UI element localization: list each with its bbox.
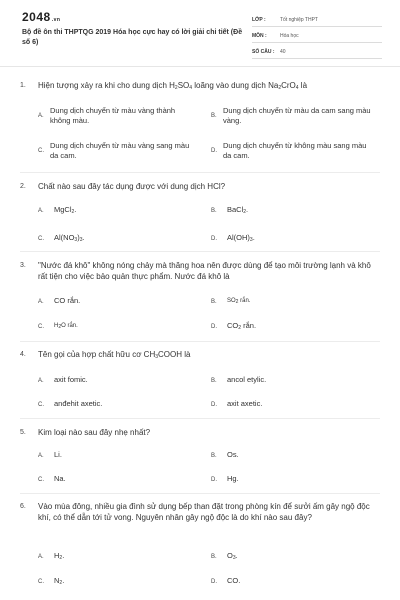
option-text: Hg. bbox=[227, 474, 239, 483]
option-label: B. bbox=[211, 453, 217, 459]
option-a[interactable] bbox=[38, 106, 188, 126]
option-b[interactable] bbox=[211, 205, 248, 217]
subscript: 2 bbox=[59, 555, 63, 561]
option-text-part: ) bbox=[77, 233, 80, 242]
question-text-part: Tên gọi của hợp chất hữu cơ CH bbox=[38, 350, 156, 359]
option-label: A. bbox=[38, 113, 44, 119]
question-6 bbox=[0, 501, 400, 586]
question-text-part: là bbox=[298, 81, 308, 90]
subscript: 3 bbox=[249, 237, 253, 243]
question-text-part: CrO bbox=[281, 81, 296, 90]
question-text bbox=[0, 349, 400, 363]
question-text-part: loãng vào dung dịch Na bbox=[192, 81, 279, 90]
option-b[interactable] bbox=[211, 450, 239, 460]
option-b[interactable] bbox=[211, 551, 238, 563]
option-text: CO rắn. bbox=[54, 296, 81, 305]
option-text: ancol etylic. bbox=[227, 375, 267, 384]
subscript: 2 bbox=[235, 299, 239, 305]
meta-key: SỐ CÂU : bbox=[252, 49, 275, 55]
option-text-part: . bbox=[82, 233, 85, 242]
option-d[interactable] bbox=[211, 141, 371, 161]
subscript: 4 bbox=[189, 85, 193, 91]
meta-key: MÔN : bbox=[252, 33, 267, 39]
subscript: 3 bbox=[74, 237, 78, 243]
question-separator bbox=[20, 172, 380, 173]
option-text-part: Al(OH) bbox=[227, 233, 250, 242]
option-text-part: . bbox=[246, 205, 249, 214]
option-a[interactable] bbox=[38, 205, 76, 217]
subscript: 2 bbox=[243, 209, 247, 215]
option-label: B. bbox=[211, 208, 217, 214]
question-text-part: SO bbox=[177, 81, 190, 90]
option-text: axit axetic. bbox=[227, 399, 263, 408]
option-text-part: . bbox=[74, 205, 77, 214]
option-text bbox=[211, 233, 255, 245]
option-text-part: . bbox=[62, 576, 65, 585]
question-number: 4. bbox=[20, 351, 26, 358]
option-text: Dung dịch chuyển từ không màu sang màu da cam. bbox=[223, 141, 367, 160]
option-text-part: Al(NO bbox=[54, 233, 75, 242]
meta-row-count bbox=[252, 46, 382, 59]
option-text: Li. bbox=[54, 450, 62, 459]
subscript: 2 bbox=[59, 580, 63, 586]
option-a[interactable] bbox=[38, 450, 62, 460]
option-d[interactable] bbox=[211, 321, 256, 333]
option-text: Dung dịch chuyển từ màu vàng thành không màu. bbox=[50, 106, 176, 125]
option-text-part: O rắn. bbox=[61, 323, 78, 329]
option-b[interactable] bbox=[211, 296, 250, 307]
option-a[interactable] bbox=[38, 551, 64, 563]
option-c[interactable] bbox=[38, 474, 66, 484]
question-text-part: "Nước đá khô" không nóng chảy mà thăng hoa nên được dùng để tạo môi trường lạnh và khô rất tiện cho việc bảo quản thực phẩm. Nước đá khô là bbox=[38, 261, 371, 281]
option-text-part: CO bbox=[227, 321, 239, 330]
question-number: 5. bbox=[20, 429, 26, 436]
option-text-part: SO bbox=[227, 298, 236, 304]
option-c[interactable] bbox=[38, 399, 102, 409]
question-4 bbox=[0, 349, 400, 408]
meta-info bbox=[252, 14, 382, 62]
option-label: D. bbox=[211, 579, 217, 585]
question-5 bbox=[0, 427, 400, 483]
meta-value: Tốt nghiệp THPT bbox=[280, 17, 318, 23]
question-text bbox=[0, 501, 400, 523]
question-separator bbox=[20, 418, 380, 419]
header-divider bbox=[0, 66, 400, 67]
option-d[interactable] bbox=[211, 399, 262, 409]
subscript: 4 bbox=[295, 85, 299, 91]
question-text-part: Chất nào sau đây tác dụng được với dung dịch HCl? bbox=[38, 182, 226, 191]
option-text: CO. bbox=[227, 576, 241, 585]
question-2 bbox=[0, 181, 400, 243]
subscript: 3 bbox=[155, 354, 159, 360]
question-text bbox=[0, 427, 400, 438]
header bbox=[0, 0, 400, 64]
option-text: Dung dịch chuyển từ màu vàng sang màu da cam. bbox=[50, 141, 190, 160]
option-a[interactable] bbox=[38, 375, 88, 385]
option-d[interactable] bbox=[211, 576, 240, 586]
subscript: 2 bbox=[71, 209, 75, 215]
option-label: C. bbox=[38, 236, 44, 242]
option-label: A. bbox=[38, 299, 44, 305]
option-text-part: . bbox=[252, 233, 255, 242]
option-label: B. bbox=[211, 299, 217, 305]
question-number: 6. bbox=[20, 503, 26, 510]
option-label: A. bbox=[38, 208, 44, 214]
option-label: C. bbox=[38, 148, 44, 154]
question-text bbox=[0, 80, 400, 94]
option-label: C. bbox=[38, 324, 44, 330]
option-text bbox=[211, 321, 256, 333]
option-text: anđehit axetic. bbox=[54, 399, 103, 408]
question-3 bbox=[0, 260, 400, 331]
meta-row-subject bbox=[252, 30, 382, 43]
option-b[interactable] bbox=[211, 375, 266, 385]
option-text-part: . bbox=[235, 551, 238, 560]
meta-key: LỚP : bbox=[252, 17, 266, 23]
option-label: A. bbox=[38, 554, 44, 560]
meta-value: 40 bbox=[280, 49, 286, 55]
option-label: D. bbox=[211, 402, 217, 408]
question-1 bbox=[0, 80, 400, 160]
option-text: Dung dịch chuyển từ màu da cam sang màu vàng. bbox=[223, 106, 371, 125]
question-number: 3. bbox=[20, 262, 26, 269]
option-text-part: rắn. bbox=[238, 298, 251, 304]
meta-row-class bbox=[252, 14, 382, 27]
option-text-part: BaCl bbox=[227, 205, 244, 214]
subscript: 2 bbox=[278, 85, 282, 91]
option-text-part: MgCl bbox=[54, 205, 72, 214]
option-label: C. bbox=[38, 477, 44, 483]
subscript: 2 bbox=[58, 324, 62, 330]
option-text-part: rắn. bbox=[241, 321, 257, 330]
option-c[interactable] bbox=[38, 321, 78, 332]
question-text bbox=[0, 181, 400, 192]
option-a[interactable] bbox=[38, 296, 80, 306]
document-title: Bộ đề ôn thi THPTQG 2019 Hóa học cực hay có lời giải chi tiết (Đề số 6) bbox=[22, 29, 243, 46]
option-label: B. bbox=[211, 554, 217, 560]
question-text-part: Vào mùa đông, nhiều gia đình sử dụng bếp than đặt trong phòng kín để sưởi ấm gây ngộ độc khí, có thể dẫn tới tử vong. Nguyên nhân gây ngộ độc là do khí nào sau đây? bbox=[38, 502, 370, 522]
option-c[interactable] bbox=[38, 233, 85, 245]
logo-sub: .vn bbox=[51, 17, 61, 23]
option-label: C. bbox=[38, 402, 44, 408]
option-text-part: . bbox=[62, 551, 65, 560]
subscript: 3 bbox=[79, 237, 83, 243]
question-text-part: Kim loại nào sau đây nhẹ nhất? bbox=[38, 428, 151, 437]
option-label: C. bbox=[38, 579, 44, 585]
option-c[interactable] bbox=[38, 576, 64, 588]
option-label: B. bbox=[211, 378, 217, 384]
option-text-part: H bbox=[54, 323, 59, 329]
option-text-part: N bbox=[54, 576, 60, 585]
option-d[interactable] bbox=[211, 233, 255, 245]
option-label: A. bbox=[38, 378, 44, 384]
logo-main: 2048 bbox=[22, 10, 51, 24]
question-number: 2. bbox=[20, 183, 26, 190]
option-label: B. bbox=[211, 113, 217, 119]
subscript: 2 bbox=[174, 85, 178, 91]
option-d[interactable] bbox=[211, 474, 239, 484]
question-text-part: Hiện tượng xảy ra khi cho dung dịch H bbox=[38, 81, 175, 90]
option-text-part: O bbox=[227, 551, 233, 560]
question-separator bbox=[20, 341, 380, 342]
option-text-part: H bbox=[54, 551, 60, 560]
question-separator bbox=[20, 493, 380, 494]
option-label: A. bbox=[38, 453, 44, 459]
option-c[interactable] bbox=[38, 141, 198, 161]
meta-value: Hóa học bbox=[280, 33, 299, 39]
option-label: D. bbox=[211, 324, 217, 330]
option-label: D. bbox=[211, 236, 217, 242]
option-text: axit fomic. bbox=[54, 375, 88, 384]
option-label: D. bbox=[211, 148, 217, 154]
option-b[interactable] bbox=[211, 106, 371, 126]
question-separator bbox=[20, 251, 380, 252]
option-label: D. bbox=[211, 477, 217, 483]
logo[interactable] bbox=[22, 10, 60, 24]
subscript: 2 bbox=[238, 325, 242, 331]
option-text: Na. bbox=[54, 474, 66, 483]
subscript: 3 bbox=[232, 555, 236, 561]
option-text: Os. bbox=[227, 450, 239, 459]
question-number: 1. bbox=[20, 82, 26, 89]
question-text-part: COOH là bbox=[158, 350, 191, 359]
option-text bbox=[38, 233, 85, 245]
question-text bbox=[0, 260, 400, 282]
